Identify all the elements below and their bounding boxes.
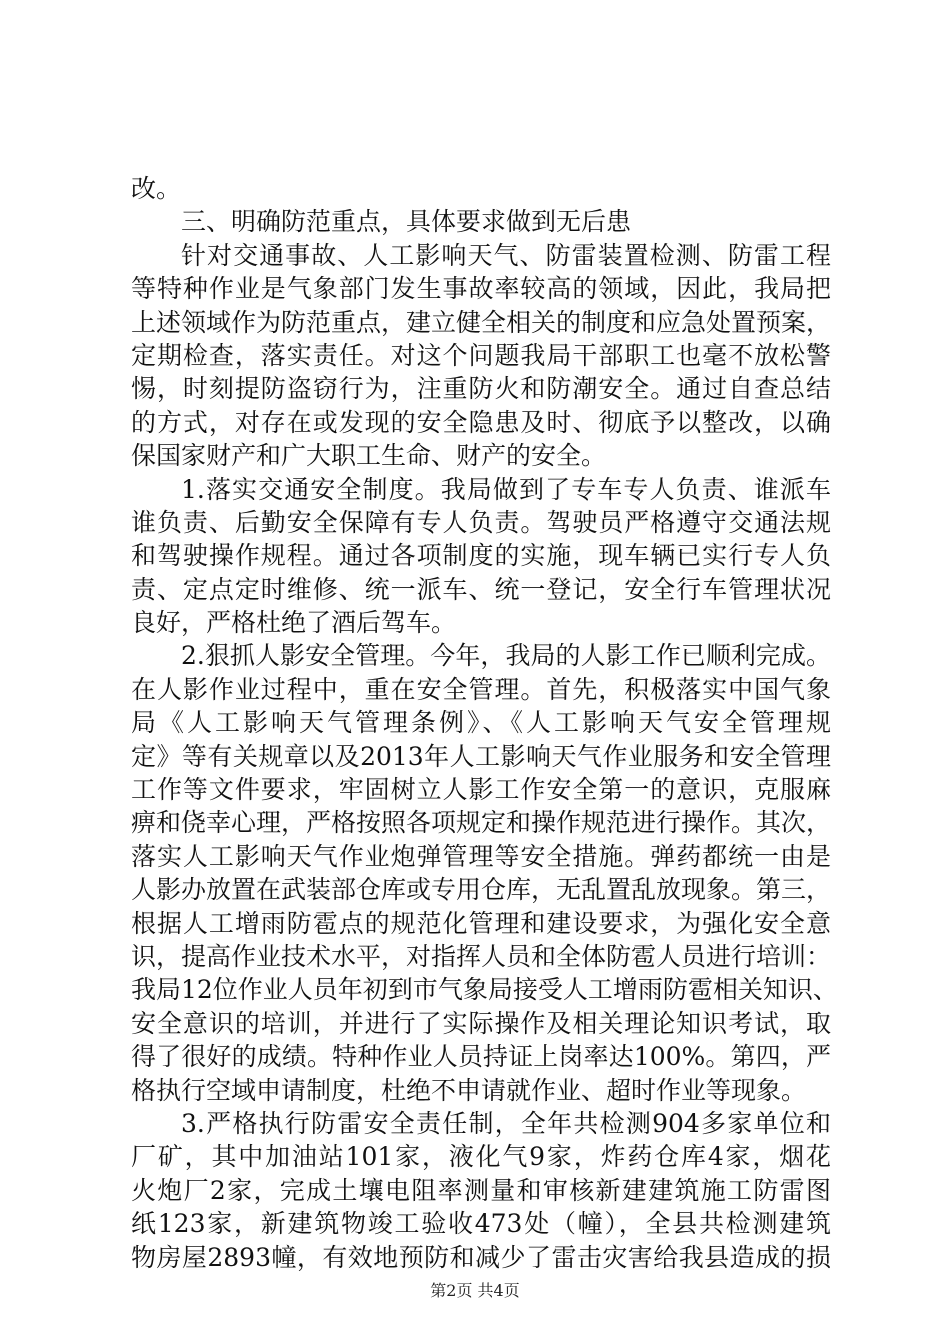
text-line: 在人影作业过程中，重在安全管理。首先，积极落实中国气象	[131, 674, 831, 704]
text-line: 2.狠抓人影安全管理。今年，我局的人影工作已顺利完成。	[181, 641, 831, 671]
text-line: 识，提高作业技术水平，对指挥人员和全体防雹人员进行培训：	[131, 941, 832, 971]
text-line: 工作等文件要求，牢固树立人影工作安全第一的意识，克服麻	[131, 775, 831, 805]
text-line: 3.严格执行防雷安全责任制，全年共检测904多家单位和	[181, 1108, 831, 1138]
text-line: 人影办放置在武装部仓库或专用仓库，无乱置乱放现象。第三，	[131, 875, 832, 905]
text-line: 三、明确防范重点，具体要求做到无后患	[181, 207, 632, 237]
text-line: 的方式，对存在或发现的安全隐患及时、彻底予以整改，以确	[131, 407, 831, 437]
text-line: 火炮厂2家，完成土壤电阻率测量和审核新建建筑施工防雷图	[131, 1175, 831, 1205]
text-line: 和驾驶操作规程。通过各项制度的实施，现车辆已实行专人负	[131, 541, 831, 571]
text-line: 1.落实交通安全制度。我局做到了专车专人负责、谁派车	[181, 474, 831, 504]
text-line: 定期检查，落实责任。对这个问题我局干部职工也毫不放松警	[131, 340, 831, 370]
text-line: 物房屋2893幢，有效地预防和减少了雷击灾害给我县造成的损	[131, 1242, 831, 1272]
text-line: 针对交通事故、人工影响天气、防雷装置检测、防雷工程	[181, 240, 831, 270]
text-line: 保国家财产和广大职工生命、财产的安全。	[131, 441, 607, 471]
text-line: 良好，严格杜绝了酒后驾车。	[131, 608, 457, 638]
text-line: 根据人工增雨防雹点的规范化管理和建设要求，为强化安全意	[131, 908, 831, 938]
text-line: 局《人工影响天气管理条例》、《人工影响天气安全管理规	[131, 708, 831, 738]
text-line: 责、定点定时维修、统一派车、统一登记，安全行车管理状况	[131, 574, 831, 604]
text-line: 纸123家，新建筑物竣工验收473处（幢），全县共检测建筑	[131, 1209, 831, 1239]
text-line: 等特种作业是气象部门发生事故率较高的领域，因此，我局把	[131, 274, 831, 304]
page-number-label: 第2页 共4页	[430, 1281, 520, 1300]
text-line: 改。	[131, 174, 182, 203]
text-line: 得了很好的成绩。特种作业人员持证上岗率达100%。第四，严	[131, 1042, 831, 1072]
text-line: 谁负责、后勤安全保障有专人负责。驾驶员严格遵守交通法规	[131, 507, 831, 537]
text-line: 上述领域作为防范重点，建立健全相关的制度和应急处置预案，	[131, 307, 832, 337]
text-line: 定》等有关规章以及2013年人工影响天气作业服务和安全管理	[131, 741, 831, 771]
document-body	[131, 172, 838, 1274]
page-footer	[0, 1278, 950, 1301]
text-line: 厂矿，其中加油站101家，液化气9家，炸药仓库4家，烟花	[131, 1142, 831, 1172]
text-line: 落实人工影响天气作业炮弹管理等安全措施。弹药都统一由是	[131, 841, 831, 871]
text-line: 痹和侥幸心理，严格按照各项规定和操作规范进行操作。其次，	[131, 808, 832, 838]
text-line: 安全意识的培训，并进行了实际操作及相关理论知识考试，取	[131, 1008, 831, 1038]
text-line: 惕，时刻提防盗窃行为，注重防火和防潮安全。通过自查总结	[131, 374, 831, 404]
text-line: 格执行空域申请制度，杜绝不申请就作业、超时作业等现象。	[131, 1075, 807, 1105]
text-line: 我局12位作业人员年初到市气象局接受人工增雨防雹相关知识、	[131, 975, 838, 1005]
